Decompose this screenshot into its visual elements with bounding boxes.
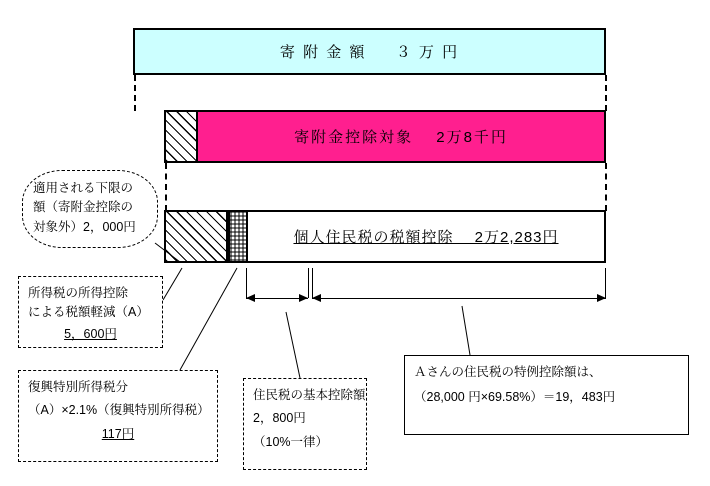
callout-special-line1: Ａさんの住民税の特例控除額は、 [414, 365, 602, 379]
callout-recovery-amount: 117円 [101, 426, 135, 441]
callout-lower-limit-line2: 額（寄附金控除の [33, 200, 134, 215]
callout-income-tax-reduction [18, 276, 163, 348]
callout-recovery-special-income-tax [18, 370, 218, 462]
callout-recovery-line1: 復興特別所得税分 [28, 380, 129, 394]
guide-line-left-lower [165, 163, 167, 211]
guide-line-left [134, 75, 136, 111]
bar-donation-amount [133, 28, 606, 75]
callout-income-tax-line2: による税額軽減（A） [28, 305, 149, 320]
callout-lower-limit [22, 170, 158, 248]
bar-recovery-tax-dotted [228, 210, 248, 263]
callout-basic-line2: 2，800円 [253, 411, 306, 426]
guide-line-right-lower [605, 163, 607, 211]
bar-income-tax-hatch [164, 210, 228, 263]
bar-donation-amount-label: 寄 附 金 額 ３ 万 円 [279, 44, 460, 61]
measure-arrow-basic-deduction [246, 298, 308, 299]
bar-deduction-target-label: 寄附金控除対象 2万8千円 [294, 129, 508, 146]
callout-basic-line1: 住民税の基本控除額 [253, 388, 366, 402]
guide-line-right [605, 75, 607, 111]
callout-lower-limit-line3: 対象外）2，000円 [33, 219, 136, 234]
measure-arrow-special-deduction [312, 298, 606, 299]
callout-income-tax-amount: 5，600円 [64, 326, 117, 341]
callout-lower-limit-line1: 適用される下限の [33, 181, 134, 195]
callout-basic-deduction [243, 378, 367, 470]
callout-special-deduction [404, 355, 689, 435]
bar-resident-tax-credit [246, 210, 606, 263]
callout-recovery-line2: （A）×2.1%（復興特別所得税） [28, 403, 210, 418]
bar-resident-tax-credit-label: 個人住民税の税額控除 2万2,283円 [293, 229, 559, 246]
bar-lower-limit-hatch [164, 110, 198, 163]
bar-deduction-target [196, 110, 606, 163]
callout-special-line2: （28,000 円×69.58%）＝19，483円 [414, 390, 616, 405]
tick-basic-end [308, 268, 309, 298]
callout-income-tax-line1: 所得税の所得控除 [28, 286, 129, 300]
callout-basic-line3: （10%一律） [253, 434, 329, 449]
